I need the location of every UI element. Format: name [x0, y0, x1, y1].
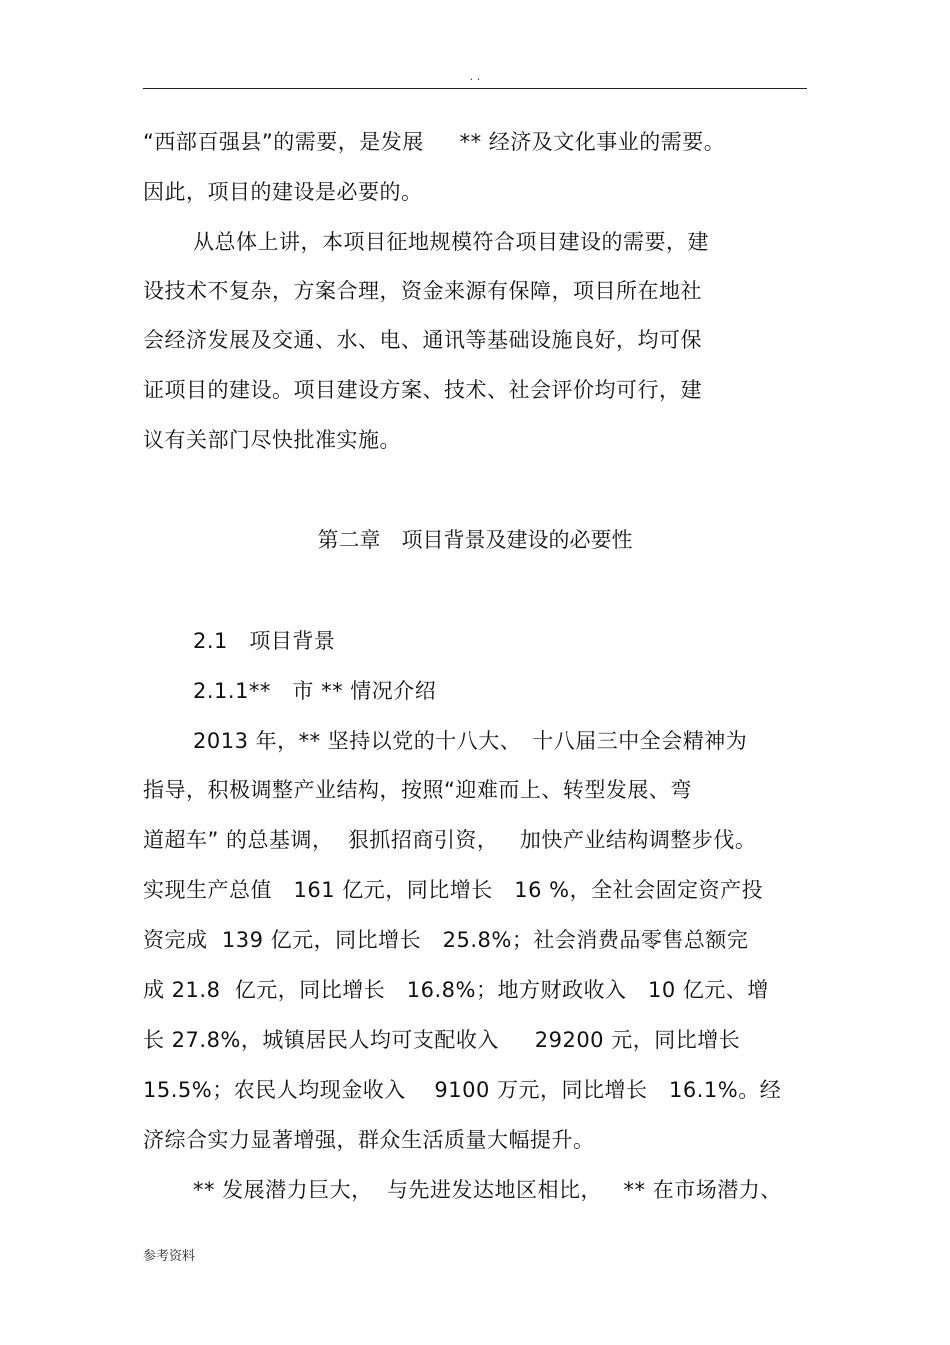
paragraph-line: 设技术不复杂，方案合理，资金来源有保障，项目所在地社	[143, 279, 702, 303]
paragraph-line: 2013 年，** 坚持以党的十八大、 十八届三中全会精神为	[193, 729, 748, 753]
paragraph-line: 因此，项目的建设是必要的。	[143, 180, 423, 204]
paragraph-line: 从总体上讲，本项目征地规模符合项目建设的需要，建	[193, 230, 709, 254]
subsection-title: 2.1.1** 市 ** 情况介绍	[193, 679, 437, 703]
paragraph-line: 议有关部门尽快批准实施。	[143, 428, 401, 452]
paragraph-line: ** 发展潜力巨大， 与先进发达地区相比， ** 在市场潜力、	[193, 1178, 782, 1202]
header-marks: . .	[469, 70, 481, 83]
chapter-heading: 第二章 项目背景及建设的必要性	[317, 528, 633, 552]
header-rule	[143, 88, 807, 89]
paragraph-line: 资完成 139 亿元，同比增长 25.8%；社会消费品零售总额完	[143, 928, 749, 952]
paragraph-line: 道超车” 的总基调， 狠抓招商引资， 加快产业结构调整步伐。	[143, 828, 757, 852]
paragraph-line: 济综合实力显著增强，群众生活质量大幅提升。	[143, 1128, 595, 1152]
paragraph-line: 15.5%；农民人均现金收入 9100 万元，同比增长 16.1%。经	[143, 1078, 782, 1102]
paragraph-line: 指导，积极调整产业结构，按照“迎难而上、转型发展、弯	[143, 778, 692, 802]
paragraph-line: 证项目的建设。项目建设方案、技术、社会评价均可行，建	[143, 378, 702, 402]
paragraph-line: 会经济发展及交通、水、电、通讯等基础设施良好，均可保	[143, 328, 702, 352]
section-title: 2.1 项目背景	[193, 629, 336, 653]
paragraph-line: 成 21.8 亿元，同比增长 16.8%；地方财政收入 10 亿元、增	[143, 978, 769, 1002]
paragraph-line: 长 27.8%，城镇居民人均可支配收入 29200 元，同比增长	[143, 1028, 741, 1052]
footer-label: 参考资料	[143, 1249, 196, 1264]
paragraph-line: 实现生产总值 161 亿元，同比增长 16 %，全社会固定资产投	[143, 878, 764, 902]
paragraph-line: “西部百强县”的需要，是发展 ** 经济及文化事业的需要。	[143, 130, 726, 154]
